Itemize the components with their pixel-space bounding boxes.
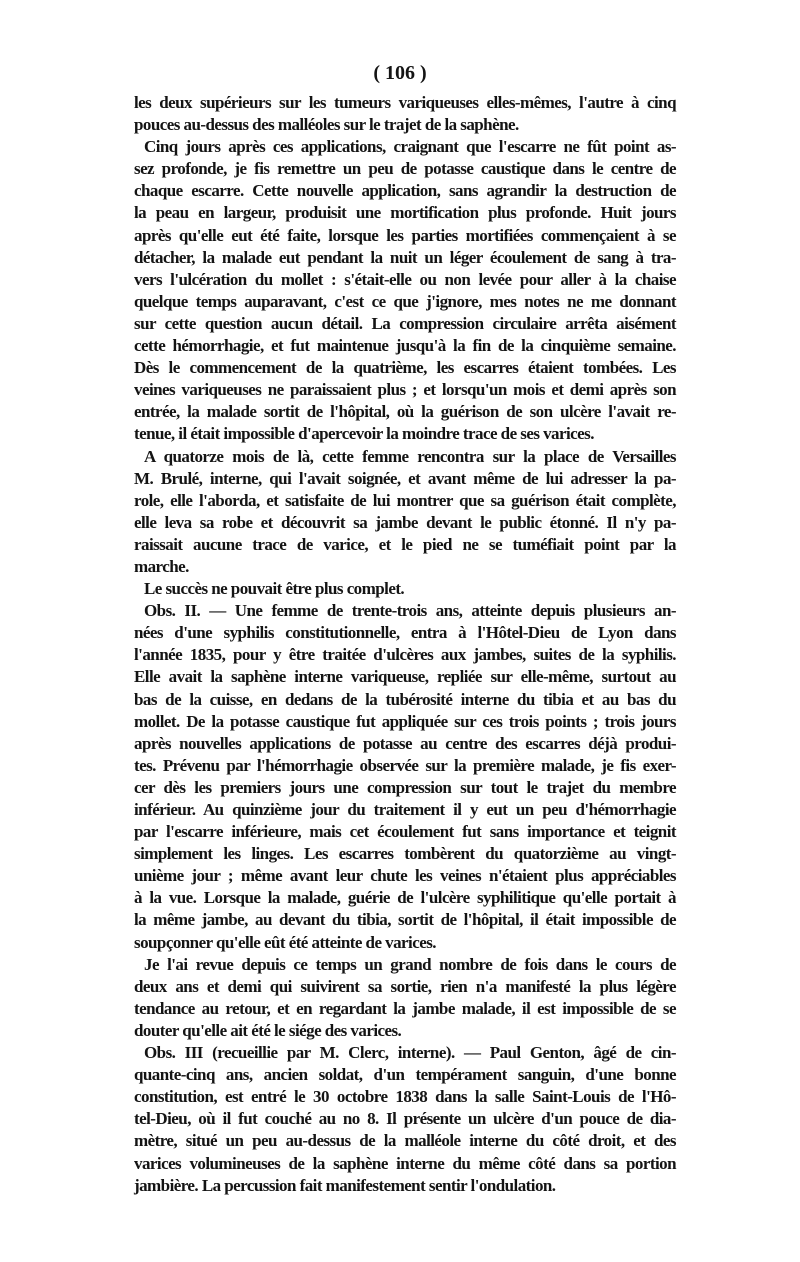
text-line: cette hémorrhagie, et fut maintenue jusqu'à la fin de la cinquième semaine. [134, 336, 676, 356]
text-line: raissait aucune trace de varice, et le pied ne se tuméfiait point par la [134, 534, 676, 554]
text-line: Obs. III (recueillie par M. Clerc, interne). — Paul Genton, âgé de cin- [144, 1043, 676, 1063]
text-line: unième jour ; même avant leur chute les veines n'étaient plus appréciables [134, 866, 676, 886]
text-line: constitution, est entré le 30 octobre 1838 dans la salle Saint-Louis de l'Hô- [134, 1087, 676, 1107]
text-line: mollet. De la potasse caustique fut appliquée sur ces trois points ; trois jours [134, 711, 676, 731]
text-line: cer dès les premiers jours une compression sur tout le trajet du membre [134, 777, 676, 797]
text-line: mètre, situé un peu au-dessus de la malléole interne du côté droit, et des [134, 1131, 676, 1151]
text-line: à la vue. Lorsque la malade, guérie de l'ulcère syphilitique qu'elle portait à [134, 888, 676, 908]
text-line: quelque temps auparavant, c'est ce que j'ignore, mes notes ne me donnant [134, 291, 676, 311]
text-line: inférieur. Au quinzième jour du traitement il y eut un peu d'hémorrhagie [134, 800, 676, 819]
text-line: douter qu'elle ait été le siége des varices. [134, 1020, 402, 1040]
text-line: par l'escarre inférieure, mais cet écoulement fut sans importance et teignit [134, 822, 676, 842]
text-line: soupçonner qu'elle eût été atteinte de varices. [134, 932, 436, 952]
text-line: quante-cinq ans, ancien soldat, d'un tempérament sanguin, d'une bonne [134, 1065, 676, 1085]
text-line: après nouvelles applications de potasse au centre des escarres déjà produi- [134, 733, 676, 753]
text-line: Cinq jours après ces applications, craignant que l'escarre ne fût point as- [144, 137, 676, 157]
text-line: tendance au retour, et en regardant la jambe malade, il est impossible de se [134, 998, 676, 1018]
text-line: M. Brulé, interne, qui l'avait soignée, et avant même de lui adresser la pa- [134, 468, 676, 488]
text-line: deux ans et demi qui suivirent sa sortie, rien n'a manifesté la plus légère [134, 976, 676, 996]
text-line: nées d'une syphilis constitutionnelle, entra à l'Hôtel-Dieu de Lyon dans [134, 623, 676, 643]
text-line: sur cette question aucun détail. La compression circulaire arrêta aisément [134, 313, 676, 333]
text-line: jambière. La percussion fait manifestement sentir l'ondulation. [134, 1175, 556, 1195]
text-line: l'année 1835, pour y être traitée d'ulcères aux jambes, suites de la syphilis. [134, 645, 676, 665]
text-line: marche. [134, 556, 189, 576]
text-line: chaque escarre. Cette nouvelle application, sans agrandir la destruction de [134, 181, 676, 201]
text-line: les deux supérieurs sur les tumeurs variqueuses elles-mêmes, l'autre à cinq [134, 93, 676, 112]
text-line: après qu'elle eut été faite, lorsque les parties mortifiées commençaient à se [134, 225, 676, 245]
text-line: simplement les linges. Les escarres tombèrent du quatorzième au vingt- [134, 844, 676, 864]
text-line: elle leva sa robe et découvrit sa jambe devant le public étonné. Il n'y pa- [134, 512, 676, 532]
text-line: tel-Dieu, où il fut couché au no 8. Il présente un ulcère d'un pouce de dia- [134, 1109, 676, 1129]
text-line: Le succès ne pouvait être plus complet. [144, 579, 405, 599]
text-line: tenue, il était impossible d'apercevoir la moindre trace de ses varices. [134, 424, 594, 444]
text-line: entrée, la malade sortit de l'hôpital, où la guérison de son ulcère l'avait re- [134, 402, 676, 422]
text-line: Elle avait la saphène interne variqueuse, repliée sur elle-même, surtout au [134, 667, 676, 687]
text-line: tes. Prévenu par l'hémorrhagie observée sur la première malade, je fis exer- [134, 755, 676, 775]
text-line: la peau en largeur, produisit une mortification plus profonde. Huit jours [134, 203, 676, 223]
text-line: varices volumineuses de la saphène interne du même côté dans sa portion [134, 1153, 676, 1173]
page-number: ( 106 ) [373, 62, 427, 84]
text-line: Obs. II. — Une femme de trente-trois ans, atteinte depuis plusieurs an- [144, 601, 676, 621]
text-line: A quatorze mois de là, cette femme rencontra sur la place de Versailles [144, 446, 676, 466]
text-line: veines variqueuses ne paraissaient plus ; et lorsqu'un mois et demi après son [134, 380, 676, 400]
body-text [134, 92, 676, 1197]
text-line: la même jambe, au devant du tibia, sortit de l'hôpital, il était impossible de [134, 910, 676, 930]
text-line: bas de la cuisse, en dedans de la tubérosité interne du tibia et au bas du [134, 689, 676, 709]
text-line: vers l'ulcération du mollet : s'était-elle ou non levée pour aller à la chaise [134, 269, 676, 289]
text-line: pouces au-dessus des malléoles sur le trajet de la saphène. [134, 115, 519, 135]
text-line: role, elle l'aborda, et satisfaite de lui montrer que sa guérison était complète, [134, 490, 676, 510]
text-line: sez profonde, je fis remettre un peu de potasse caustique dans le centre de [134, 159, 676, 179]
text-line: Dès le commencement de la quatrième, les escarres étaient tombées. Les [134, 358, 676, 378]
text-line: Je l'ai revue depuis ce temps un grand nombre de fois dans le cours de [144, 954, 676, 974]
text-line: détacher, la malade eut pendant la nuit un léger écoulement de sang à tra- [134, 247, 676, 267]
